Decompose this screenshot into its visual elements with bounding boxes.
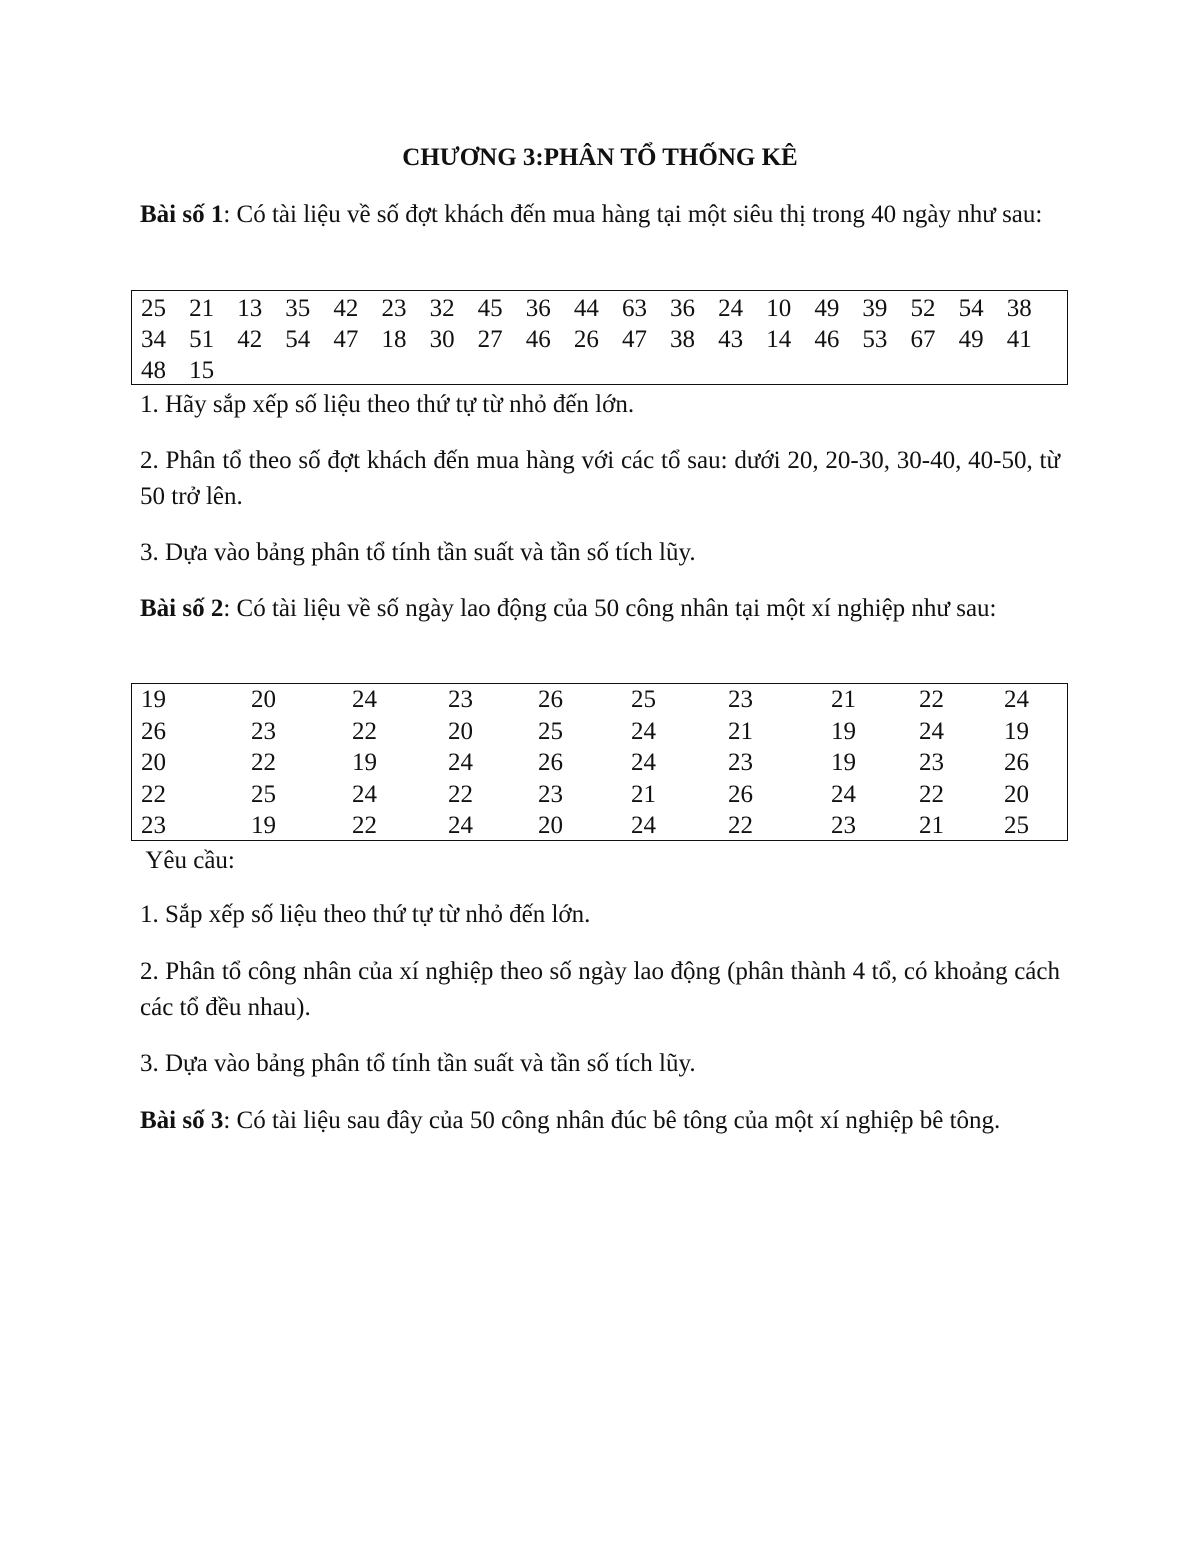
bai1-value: 15 <box>189 357 215 384</box>
bai2-value: 24 <box>1004 686 1029 713</box>
bai2-value: 19 <box>251 812 276 839</box>
bai2-data-row <box>141 747 1067 779</box>
bai2-value: 21 <box>631 780 656 808</box>
bai2-label: Bài số 2 <box>140 595 224 622</box>
bai1-question-3: 3. Dựa vào bảng phân tổ tính tần suất và tần số tích lũy. <box>140 539 696 566</box>
bai1-value: 45 <box>477 295 503 322</box>
bai2-value: 25 <box>1004 812 1029 839</box>
bai2-value: 22 <box>141 780 166 808</box>
bai1-value: 23 <box>381 295 407 322</box>
bai1-value: 32 <box>429 295 455 322</box>
bai2-data-row <box>141 684 1067 716</box>
bai2-value: 24 <box>631 812 656 839</box>
bai1-data-row <box>141 355 1067 386</box>
bai2-value: 22 <box>919 686 944 713</box>
bai1-value: 44 <box>573 295 599 322</box>
bai2-value: 23 <box>538 780 563 808</box>
bai2-value: 20 <box>141 749 166 776</box>
bai2-value: 19 <box>141 686 166 713</box>
bai1-value: 30 <box>429 326 455 353</box>
bai2-value: 25 <box>631 686 656 713</box>
bai2-value: 22 <box>352 812 377 839</box>
bai2-value: 24 <box>448 812 473 839</box>
bai1-question-2: 2. Phân tổ theo số đợt khách đến mua hàng với các tổ sau: dưới 20, 20-30, 30-40, 40-50, từ 50 trở lên. <box>140 447 1060 510</box>
bai1-value: 54 <box>285 326 311 353</box>
bai2-intro <box>140 591 1060 627</box>
bai1-value: 26 <box>573 326 599 353</box>
bai3-intro-text: : Có tài liệu sau đây của 50 công nhân đúc bê tông của một xí nghiệp bê tông. <box>223 1107 1001 1134</box>
bai1-value: 42 <box>237 326 263 353</box>
bai1-value: 67 <box>910 326 936 353</box>
bai1-value: 34 <box>141 326 166 353</box>
bai1-intro-text: : Có tài liệu về số đợt khách đến mua hàng tại một siêu thị trong 40 ngày như sau: <box>223 201 1043 228</box>
bai1-value: 36 <box>670 295 696 322</box>
bai1-value: 49 <box>814 295 840 322</box>
bai1-value: 21 <box>189 295 215 322</box>
bai1-data-row <box>141 293 1067 324</box>
bai2-value: 19 <box>831 749 856 776</box>
bai1-value: 54 <box>958 295 984 322</box>
bai1-value: 14 <box>766 326 792 353</box>
bai2-value: 19 <box>1004 717 1029 745</box>
bai2-question-1: 1. Sắp xếp số liệu theo thứ tự từ nhỏ đến lớn. <box>140 901 591 928</box>
bai2-value: 24 <box>352 686 377 713</box>
bai2-requirement: Yêu cầu: <box>140 847 235 874</box>
bai1-value: 53 <box>862 326 888 353</box>
bai2-data-row <box>141 716 1067 748</box>
bai2-value: 23 <box>831 812 856 839</box>
bai2-data-row <box>141 779 1067 811</box>
bai2-value: 20 <box>538 812 563 839</box>
bai1-value: 38 <box>670 326 696 353</box>
bai2-value: 24 <box>631 749 656 776</box>
bai2-value: 21 <box>919 812 944 839</box>
bai2-value: 23 <box>448 686 473 713</box>
bai1-value: 46 <box>525 326 551 353</box>
chapter-title: CHƯƠNG 3:PHÂN TỔ THỐNG KÊ <box>402 144 798 171</box>
bai2-value: 23 <box>919 749 944 776</box>
bai1-value: 35 <box>285 295 311 322</box>
bai1-value: 24 <box>718 295 744 322</box>
bai1-value: 51 <box>189 326 215 353</box>
bai2-value: 20 <box>448 717 473 745</box>
bai1-value: 43 <box>718 326 744 353</box>
bai2-value: 23 <box>251 717 276 745</box>
bai2-value: 20 <box>1004 780 1029 808</box>
bai1-value: 38 <box>1006 295 1032 322</box>
bai1-value: 47 <box>333 326 359 353</box>
bai1-question-1: 1. Hãy sắp xếp số liệu theo thứ tự từ nhỏ đến lớn. <box>140 391 635 418</box>
bai1-data-box <box>131 290 1068 385</box>
bai2-value: 25 <box>538 717 563 745</box>
bai2-value: 26 <box>728 780 753 808</box>
bai1-value: 42 <box>333 295 359 322</box>
bai1-value: 36 <box>525 295 551 322</box>
bai1-value: 13 <box>237 295 263 322</box>
bai1-value: 27 <box>477 326 503 353</box>
bai2-value: 26 <box>1004 749 1029 776</box>
bai2-value: 22 <box>352 717 377 745</box>
bai1-value: 18 <box>381 326 407 353</box>
bai2-value: 26 <box>538 749 563 776</box>
bai2-value: 23 <box>728 686 753 713</box>
bai1-value: 63 <box>621 295 647 322</box>
bai2-value: 22 <box>919 780 944 808</box>
bai3-label: Bài số 3 <box>140 1107 224 1134</box>
bai2-value: 23 <box>141 812 166 839</box>
bai2-value: 22 <box>448 780 473 808</box>
bai2-value: 24 <box>919 717 944 745</box>
bai2-value: 24 <box>448 749 473 776</box>
bai2-intro-text: : Có tài liệu về số ngày lao động của 50 công nhân tại một xí nghiệp như sau: <box>223 595 997 622</box>
bai1-value: 10 <box>766 295 792 322</box>
bai1-value: 47 <box>621 326 647 353</box>
bai2-value: 22 <box>251 749 276 776</box>
bai2-value: 24 <box>831 780 856 808</box>
bai2-value: 21 <box>728 717 753 745</box>
bai2-value: 25 <box>251 780 276 808</box>
bai2-question-3: 3. Dựa vào bảng phân tổ tính tần suất và tần số tích lũy. <box>140 1050 696 1077</box>
bai1-label: Bài số 1 <box>140 201 224 228</box>
bai2-value: 24 <box>352 780 377 808</box>
bai2-question-2: 2. Phân tổ công nhân của xí nghiệp theo số ngày lao động (phân thành 4 tổ, có khoảng cách các tổ đều nhau). <box>140 958 1060 1021</box>
bai2-value: 26 <box>538 686 563 713</box>
bai1-intro <box>140 197 1060 233</box>
bai2-data-box <box>131 683 1068 841</box>
bai2-value: 22 <box>728 812 753 839</box>
bai2-value: 21 <box>831 686 856 713</box>
bai2-value: 26 <box>141 717 166 745</box>
bai2-value: 24 <box>631 717 656 745</box>
bai3-intro <box>140 1103 1060 1139</box>
bai2-value: 19 <box>831 717 856 745</box>
bai1-value: 25 <box>141 295 166 322</box>
bai1-value: 48 <box>141 357 166 384</box>
bai1-value: 41 <box>1006 326 1032 353</box>
bai1-data-row <box>141 324 1067 355</box>
bai1-value: 52 <box>910 295 936 322</box>
bai2-value: 20 <box>251 686 276 713</box>
bai2-value: 19 <box>352 749 377 776</box>
bai1-value: 46 <box>814 326 840 353</box>
bai1-value: 39 <box>862 295 888 322</box>
bai2-data-row <box>141 810 1067 842</box>
bai1-value: 49 <box>958 326 984 353</box>
bai2-value: 23 <box>728 749 753 776</box>
